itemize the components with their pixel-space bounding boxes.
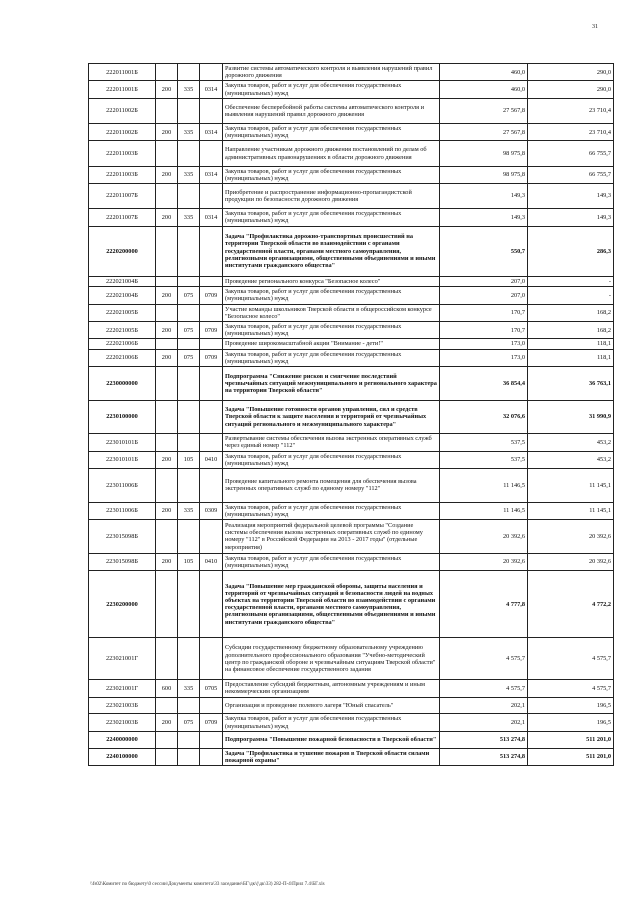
cell-admin-code [178,697,200,714]
cell-executed-amount: 286,3 [528,226,614,276]
cell-section-code: 0709 [200,714,223,731]
cell-description: Закупка товаров, работ и услуг для обеспечения государственных (муниципальных) нужд [223,287,440,304]
cell-planned-amount: 4 777,8 [440,571,528,638]
cell-code: 223010101Б [89,434,156,451]
table-row [89,349,614,366]
cell-section-code: 0309 [200,502,223,519]
cell-description: Задача "Профилактика и тушение пожаров в Тверской области силами пожарной охраны" [223,748,440,765]
cell-section-code [200,520,223,554]
cell-executed-amount: 66 755,7 [528,141,614,166]
cell-planned-amount: 202,1 [440,714,528,731]
cell-expense-type [156,638,178,680]
table-row [89,98,614,123]
table-row [89,571,614,638]
cell-admin-code [178,638,200,680]
cell-admin-code [178,731,200,748]
page-number: 31 [592,24,598,30]
cell-admin-code: 075 [178,287,200,304]
cell-expense-type [156,226,178,276]
cell-code: 223021003Б [89,714,156,731]
table-row [89,714,614,731]
table-row [89,81,614,98]
table-row [89,520,614,554]
table-row [89,731,614,748]
cell-description: Развитие системы автоматического контроля и выявления нарушений правил дорожного движения [223,64,440,81]
cell-expense-type [156,434,178,451]
cell-admin-code [178,400,200,434]
cell-expense-type [156,697,178,714]
cell-admin-code [178,98,200,123]
cell-section-code: 0314 [200,124,223,141]
cell-admin-code [178,469,200,503]
cell-expense-type [156,339,178,349]
cell-admin-code: 335 [178,209,200,226]
cell-section-code: 0410 [200,553,223,570]
cell-executed-amount: 196,5 [528,714,614,731]
cell-executed-amount: 149,3 [528,209,614,226]
cell-description: Развертывание системы обеспечения вызова экстренных оперативных служб через единый номер "112" [223,434,440,451]
cell-planned-amount: 20 392,6 [440,520,528,554]
cell-executed-amount: 168,2 [528,322,614,339]
cell-admin-code: 075 [178,322,200,339]
cell-executed-amount: 11 145,1 [528,502,614,519]
cell-code: 222021004Б [89,287,156,304]
cell-code: 223021001Г [89,680,156,697]
cell-code: 223021003Б [89,697,156,714]
cell-planned-amount: 550,7 [440,226,528,276]
cell-expense-type: 200 [156,209,178,226]
cell-expense-type [156,469,178,503]
cell-planned-amount: 20 392,6 [440,553,528,570]
budget-table [88,63,614,766]
cell-expense-type [156,304,178,321]
cell-planned-amount: 170,7 [440,322,528,339]
table-row [89,469,614,503]
cell-planned-amount: 513 274,8 [440,748,528,765]
table-row [89,64,614,81]
cell-executed-amount: 66 755,7 [528,166,614,183]
cell-executed-amount: 168,2 [528,304,614,321]
cell-section-code [200,184,223,209]
cell-planned-amount: 460,0 [440,64,528,81]
cell-section-code [200,748,223,765]
cell-description: Приобретение и распространение информационно-пропагандистской продукции по безопасности дорожного движения [223,184,440,209]
cell-description: Организация и проведение полевого лагеря "Юный спасатель" [223,697,440,714]
cell-expense-type: 200 [156,349,178,366]
cell-section-code [200,697,223,714]
cell-description: Закупка товаров, работ и услуг для обеспечения государственных (муниципальных) нужд [223,502,440,519]
cell-planned-amount: 170,7 [440,304,528,321]
cell-expense-type [156,520,178,554]
cell-description: Закупка товаров, работ и услуг для обеспечения государственных (муниципальных) нужд [223,322,440,339]
cell-code: 2220200000 [89,226,156,276]
cell-expense-type: 200 [156,124,178,141]
cell-code: 223011006Б [89,469,156,503]
cell-planned-amount: 11 146,5 [440,469,528,503]
cell-executed-amount: 36 763,1 [528,367,614,401]
cell-executed-amount: 11 145,1 [528,469,614,503]
cell-description: Закупка товаров, работ и услуг для обеспечения государственных (муниципальных) нужд [223,209,440,226]
table-row [89,434,614,451]
cell-admin-code: 335 [178,502,200,519]
cell-description: Закупка товаров, работ и услуг для обеспечения государственных (муниципальных) нужд [223,124,440,141]
cell-planned-amount: 32 076,6 [440,400,528,434]
cell-description: Проведение широкомасштабной акции "Внимание - дети!" [223,339,440,349]
cell-code: 222021006Б [89,339,156,349]
cell-planned-amount: 4 575,7 [440,680,528,697]
cell-section-code [200,141,223,166]
cell-description: Закупка товаров, работ и услуг для обеспечения государственных (муниципальных) нужд [223,553,440,570]
cell-expense-type [156,571,178,638]
cell-executed-amount: 31 990,9 [528,400,614,434]
table-row [89,502,614,519]
cell-section-code [200,400,223,434]
table-row [89,209,614,226]
cell-section-code [200,276,223,286]
table-row [89,276,614,286]
cell-expense-type [156,184,178,209]
cell-section-code [200,367,223,401]
table-row [89,638,614,680]
cell-planned-amount: 98 975,8 [440,166,528,183]
cell-expense-type [156,367,178,401]
cell-code: 222011003Б [89,166,156,183]
cell-admin-code: 335 [178,166,200,183]
table-row [89,367,614,401]
cell-expense-type: 200 [156,81,178,98]
cell-admin-code: 335 [178,680,200,697]
cell-expense-type [156,64,178,81]
cell-code: 222011007Б [89,184,156,209]
cell-planned-amount: 513 274,8 [440,731,528,748]
cell-section-code [200,469,223,503]
cell-expense-type: 200 [156,287,178,304]
cell-admin-code [178,64,200,81]
cell-executed-amount: 453,2 [528,434,614,451]
cell-code: 222021005Б [89,322,156,339]
cell-expense-type: 200 [156,451,178,468]
cell-code: 223011006Б [89,502,156,519]
cell-executed-amount: 290,0 [528,81,614,98]
cell-executed-amount: 118,1 [528,339,614,349]
cell-expense-type: 200 [156,166,178,183]
cell-planned-amount: 4 575,7 [440,638,528,680]
cell-code: 223015098Б [89,553,156,570]
cell-planned-amount: 149,3 [440,209,528,226]
cell-section-code: 0709 [200,322,223,339]
cell-admin-code [178,571,200,638]
table-row [89,184,614,209]
cell-code: 222011002Б [89,124,156,141]
cell-code: 222011002Б [89,98,156,123]
cell-code: 2230000000 [89,367,156,401]
cell-executed-amount: 20 392,6 [528,553,614,570]
cell-expense-type: 200 [156,553,178,570]
cell-planned-amount: 207,0 [440,287,528,304]
cell-planned-amount: 460,0 [440,81,528,98]
table-row [89,553,614,570]
cell-admin-code: 105 [178,553,200,570]
cell-executed-amount: - [528,276,614,286]
cell-section-code: 0314 [200,81,223,98]
cell-section-code [200,98,223,123]
cell-executed-amount: 196,5 [528,697,614,714]
cell-expense-type [156,400,178,434]
cell-code: 222011001Б [89,64,156,81]
cell-description: Закупка товаров, работ и услуг для обеспечения государственных (муниципальных) нужд [223,451,440,468]
cell-planned-amount: 98 975,8 [440,141,528,166]
cell-section-code: 0709 [200,349,223,366]
cell-section-code: 0314 [200,166,223,183]
cell-planned-amount: 173,0 [440,339,528,349]
cell-expense-type [156,276,178,286]
cell-expense-type: 200 [156,714,178,731]
cell-admin-code [178,520,200,554]
cell-admin-code: 075 [178,714,200,731]
cell-executed-amount: 20 392,6 [528,520,614,554]
cell-code: 2240100000 [89,748,156,765]
cell-admin-code: 105 [178,451,200,468]
cell-description: Реализация мероприятий федеральной целевой программы "Создание системы обеспечения вызова экстренных оперативных служб по единому номеру "112" в Российской Федерации на 2013 - 2017 годы" (отдельные мероприятия) [223,520,440,554]
cell-code: 223015098Б [89,520,156,554]
cell-description: Подпрограмма "Повышение пожарной безопасности в Тверской области" [223,731,440,748]
cell-admin-code [178,339,200,349]
table-row [89,226,614,276]
cell-section-code [200,226,223,276]
table-row [89,304,614,321]
cell-expense-type: 200 [156,502,178,519]
cell-executed-amount: 453,2 [528,451,614,468]
cell-section-code [200,434,223,451]
cell-description: Предоставление субсидий бюджетным, автономным учреждениям и иным некоммерческим организациям [223,680,440,697]
cell-planned-amount: 27 567,8 [440,98,528,123]
table-row [89,287,614,304]
cell-planned-amount: 202,1 [440,697,528,714]
cell-planned-amount: 207,0 [440,276,528,286]
file-path-footer: \\fs02\Комитет по бюджету\0 сессии\Документы комитета\33 заседание\БГ\дк\(\дк\33) 282-П-4\Прил 7.4\БГ.xls [90,882,325,887]
cell-section-code: 0410 [200,451,223,468]
cell-code: 222011007Б [89,209,156,226]
cell-description: Задача "Профилактика дорожно-транспортных происшествий на территории Тверской области во взаимодействии с органами государственной власти, органами местного самоуправления, религиозными организациями, общественными объединениями и иными институтами гражданского общества" [223,226,440,276]
cell-code: 223021001Г [89,638,156,680]
cell-executed-amount: 511 201,0 [528,731,614,748]
cell-planned-amount: 36 854,4 [440,367,528,401]
cell-admin-code [178,141,200,166]
table-row [89,339,614,349]
cell-executed-amount: 4 575,7 [528,680,614,697]
cell-section-code [200,304,223,321]
cell-section-code [200,64,223,81]
cell-expense-type [156,98,178,123]
cell-section-code: 0705 [200,680,223,697]
cell-description: Закупка товаров, работ и услуг для обеспечения государственных (муниципальных) нужд [223,166,440,183]
cell-executed-amount: 23 710,4 [528,124,614,141]
table-row [89,400,614,434]
cell-admin-code [178,184,200,209]
table-row [89,322,614,339]
cell-code: 222021005Б [89,304,156,321]
cell-admin-code: 335 [178,124,200,141]
table-row [89,680,614,697]
cell-code: 222011001Б [89,81,156,98]
cell-code: 222021006Б [89,349,156,366]
table-row [89,451,614,468]
cell-description: Подпрограмма "Снижение рисков и смягчение последствий чрезвычайных ситуаций межмуниципального и регионального характера на территории Тверской области" [223,367,440,401]
cell-admin-code [178,434,200,451]
cell-description: Проведение капитального ремонта помещения для обеспечения вызова экстренных оперативных служб по единому номеру "112" [223,469,440,503]
table-row [89,748,614,765]
cell-code: 222021004Б [89,276,156,286]
cell-code: 2230100000 [89,400,156,434]
cell-admin-code [178,276,200,286]
cell-planned-amount: 173,0 [440,349,528,366]
cell-planned-amount: 27 567,8 [440,124,528,141]
cell-description: Закупка товаров, работ и услуг для обеспечения государственных (муниципальных) нужд [223,81,440,98]
cell-code: 222011003Б [89,141,156,166]
cell-section-code [200,339,223,349]
cell-executed-amount: 4 772,2 [528,571,614,638]
cell-description: Участие команды школьников Тверской области в общероссийском конкурсе "Безопасное колесо" [223,304,440,321]
table-row [89,166,614,183]
cell-section-code [200,571,223,638]
cell-description: Задача "Повышение мер гражданской обороны, защиты населения и территорий от чрезвычайных ситуаций и безопасности людей на водных объектах на территории Тверской области во взаимодействии с органами государственной власти, органами местного самоуправления, религиозными организациями, общественными объединениями и иными институтами гражданского общества" [223,571,440,638]
cell-description: Закупка товаров, работ и услуг для обеспечения государственных (муниципальных) нужд [223,349,440,366]
cell-planned-amount: 537,5 [440,451,528,468]
cell-executed-amount: 4 575,7 [528,638,614,680]
cell-section-code [200,638,223,680]
cell-expense-type: 600 [156,680,178,697]
cell-planned-amount: 11 146,5 [440,502,528,519]
cell-executed-amount: 23 710,4 [528,98,614,123]
cell-expense-type [156,731,178,748]
cell-executed-amount: 511 201,0 [528,748,614,765]
cell-expense-type [156,141,178,166]
table-row [89,697,614,714]
table-row [89,141,614,166]
cell-expense-type [156,748,178,765]
cell-admin-code [178,304,200,321]
cell-executed-amount: 149,3 [528,184,614,209]
cell-executed-amount: 290,0 [528,64,614,81]
cell-executed-amount: - [528,287,614,304]
cell-description: Закупка товаров, работ и услуг для обеспечения государственных (муниципальных) нужд [223,714,440,731]
cell-admin-code [178,748,200,765]
cell-code: 223010101Б [89,451,156,468]
cell-description: Субсидии государственному бюджетному образовательному учреждению дополнительного профессионального образования "Учебно-методический центр по гражданской обороне и чрезвычайным ситуациям Тверской области" на финансовое обеспечение государственного задания [223,638,440,680]
cell-code: 2240000000 [89,731,156,748]
cell-expense-type: 200 [156,322,178,339]
cell-executed-amount: 118,1 [528,349,614,366]
cell-admin-code [178,367,200,401]
cell-description: Направление участникам дорожного движения постановлений по делам об административных правонарушениях в области дорожного движения [223,141,440,166]
cell-planned-amount: 149,3 [440,184,528,209]
cell-section-code [200,731,223,748]
cell-description: Задача "Повышение готовности органов управления, сил и средств Тверской области к защите населения и территорий от чрезвычайных ситуаций регионального и межмуниципального характера" [223,400,440,434]
cell-section-code: 0709 [200,287,223,304]
table-row [89,124,614,141]
cell-planned-amount: 537,5 [440,434,528,451]
cell-admin-code [178,226,200,276]
cell-admin-code: 075 [178,349,200,366]
cell-section-code: 0314 [200,209,223,226]
cell-description: Проведение регионального конкурса "Безопасное колесо" [223,276,440,286]
cell-description: Обеспечение бесперебойной работы системы автоматического контроля и выявления нарушений правил дорожного движения [223,98,440,123]
cell-admin-code: 335 [178,81,200,98]
cell-code: 2230200000 [89,571,156,638]
